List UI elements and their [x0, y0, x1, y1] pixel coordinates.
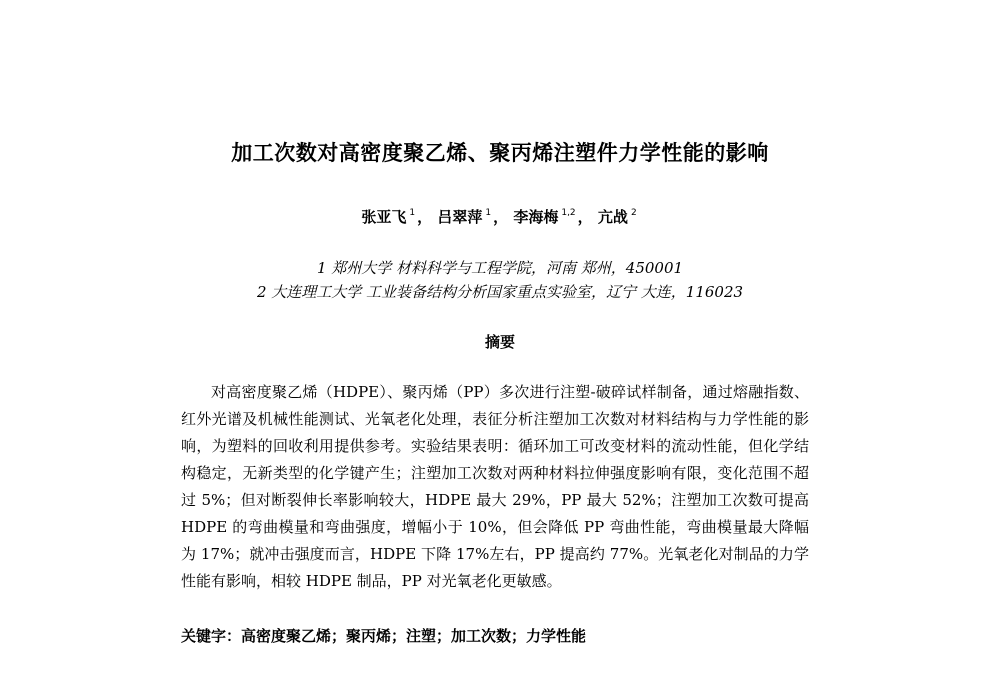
author-affiliation-mark: 1: [485, 208, 492, 218]
author-affiliation-mark: 1,2: [561, 208, 576, 218]
author-affiliation-mark: 1: [409, 208, 416, 218]
affiliation-2: 2 大连理工大学 工业装备结构分析国家重点实验室，辽宁 大连，116023: [256, 283, 744, 301]
keywords-text: 高密度聚乙烯；聚丙烯；注塑；加工次数；力学性能: [241, 627, 587, 645]
author-name: 李海梅: [513, 208, 559, 226]
author: [361, 208, 432, 226]
author-separator: ，: [493, 208, 509, 226]
abstract-body: 对高密度聚乙烯（HDPE）、聚丙烯（PP）多次进行注塑-破碎试样制备，通过熔融指数、红外光谱及机械性能测试、光氧老化处理，表征分析注塑加工次数对材料结构与力学性能的影响，为塑料的回收利用提供参考。实验结果表明：循环加工可改变材料的流动性能，但化学结构稳定，无新类型的化学键产生；注塑加工次数对两种材料拉伸强度影响有限，变化范围不超过 5%；但对断裂伸长率影响较大，HDPE 最大 29%，PP 最大 52%；注塑加工次数可提高 HDPE 的弯曲模量和弯曲强度，增幅小于 10%，但会降低 PP 弯曲性能，弯曲模量最大降幅为 17%；就冲击强度而言，HDPE 下降 17%左右，PP 提高约 77%。光氧老化对制品的力学性能有影响，相较 HDPE 制品，PP 对光氧老化更敏感。: [181, 383, 809, 590]
author-list: [0, 200, 1000, 230]
author-name: 亢战: [597, 208, 628, 226]
author: [437, 208, 508, 226]
author-separator: ，: [577, 208, 593, 226]
keywords-label: 关键字：: [181, 627, 242, 645]
author-name: 吕翠萍: [437, 208, 483, 226]
abstract-heading: 摘要: [484, 333, 515, 351]
author-affiliation-mark: 2: [630, 208, 637, 218]
author: [598, 208, 639, 226]
keywords-line: [181, 624, 809, 648]
author: [513, 208, 592, 226]
paper-title: 加工次数对高密度聚乙烯、聚丙烯注塑件力学性能的影响: [231, 141, 769, 165]
author-name: 张亚飞: [361, 208, 407, 226]
affiliation-1: 1 郑州大学 材料科学与工程学院，河南 郑州，450001: [316, 259, 684, 277]
author-separator: ，: [417, 208, 433, 226]
